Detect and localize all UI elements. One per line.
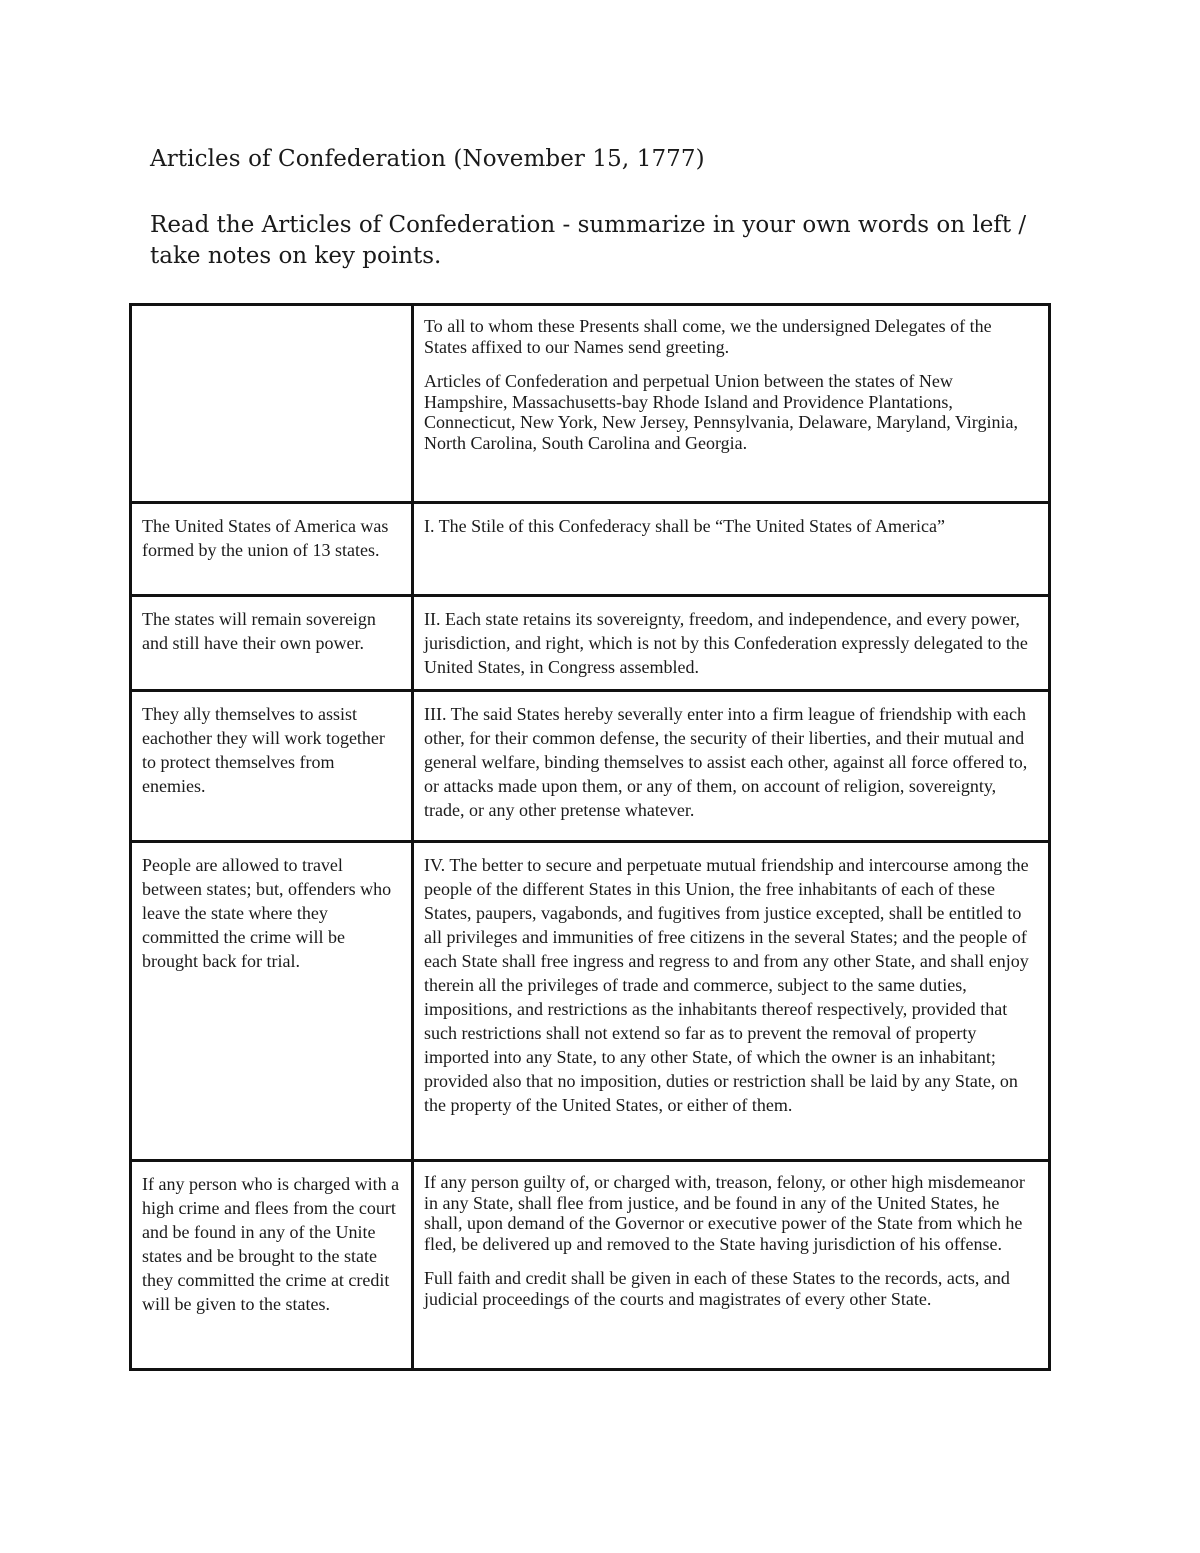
summary-cell[interactable] (131, 842, 413, 1161)
summary-cell[interactable] (131, 503, 413, 596)
article-2-text: II. Each state retains its sovereignty, freedom, and independence, and every power, jurisdiction, and right, which is not by this Confederation expressly delegated to the United States, in Congress assembled. (424, 609, 1028, 677)
summary-cell[interactable] (131, 305, 413, 503)
summary-cell[interactable] (131, 596, 413, 691)
summary-cell[interactable] (131, 691, 413, 842)
article-3-text: III. The said States hereby severally enter into a firm league of friendship with each other, for their common defense, the security of their liberties, and their mutual and general welfare, binding themselves to assist each other, against all force offered to, or attacks made upon them, or any of them, on account of religion, sovereignty, trade, or any other pretense whatever. (424, 704, 1028, 820)
article-text-cell (413, 596, 1050, 691)
preamble-states: Articles of Confederation and perpetual Union between the states of New Hampshire, Massachusetts-bay Rhode Island and Providence Plantations, Connecticut, New York, New Jersey, Pennsylvania, Delaware, Maryland, Virginia, North Carolina, South Carolina and Georgia. (424, 371, 1018, 453)
table-row (131, 596, 1050, 691)
table-row (131, 305, 1050, 503)
summary-text: People are allowed to travel between states; but, offenders who leave the state where they committed the crime will be brought back for trial. (142, 855, 392, 971)
article-4-text: IV. The better to secure and perpetuate mutual friendship and intercourse among the people of the different States in this Union, the free inhabitants of each of these States, paupers, vagabonds, and fugitives from justice excepted, shall be entitled to all privileges and immunities of free citizens in the several States; and the people of each State shall free ingress and regress to and from any other State, and shall enjoy therein all the privileges of trade and commerce, subject to the same duties, impositions, and restrictions as the inhabitants thereof respectively, provided that such restrictions shall not extend so far as to prevent the removal of property imported into any State, to any other State, of which the owner is an inhabitant; provided also that no imposition, duties or restriction shall be laid by any State, on the property of the United States, or either of them. (424, 855, 1029, 1115)
table-row (131, 691, 1050, 842)
summary-text: The United States of America was formed by the union of 13 states. (142, 516, 389, 560)
fugitive-clause-text: If any person guilty of, or charged with, treason, felony, or other high misdemeanor in any State, shall flee from justice, and be found in any of the United States, he shall, upon demand of the Governor or executive power of the State from which he fled, be delivered up and removed to the State having jurisdiction of his offense. (424, 1172, 1025, 1254)
summary-text: They ally themselves to assist eachother they will work together to protect themselves from enemies. (142, 704, 385, 796)
article-text-cell (413, 691, 1050, 842)
table-row (131, 842, 1050, 1161)
preamble-greeting: To all to whom these Presents shall come, we the undersigned Delegates of the States affixed to our Names send greeting. (424, 316, 992, 357)
table-row (131, 1161, 1050, 1370)
full-faith-credit-text: Full faith and credit shall be given in each of these States to the records, acts, and judicial proceedings of the courts and magistrates of every other State. (424, 1268, 1010, 1309)
summary-text: The states will remain sovereign and still have their own power. (142, 609, 376, 653)
summary-text: If any person who is charged with a high crime and flees from the court and be found in any of the Unite states and be brought to the state they committed the crime at credit will be given to the states. (142, 1174, 400, 1314)
summary-cell[interactable] (131, 1161, 413, 1370)
table-row (131, 503, 1050, 596)
instructions-text: Read the Articles of Confederation - summarize in your own words on left / take notes on key points. (150, 212, 1027, 269)
notes-table (129, 303, 1051, 1371)
article-text-cell (413, 842, 1050, 1161)
article-text-cell (413, 503, 1050, 596)
article-text-cell (413, 305, 1050, 503)
page-title: Articles of Confederation (November 15, 1777) (150, 146, 705, 172)
article-1-text: I. The Stile of this Confederacy shall be “The United States of America” (424, 516, 946, 536)
article-text-cell (413, 1161, 1050, 1370)
